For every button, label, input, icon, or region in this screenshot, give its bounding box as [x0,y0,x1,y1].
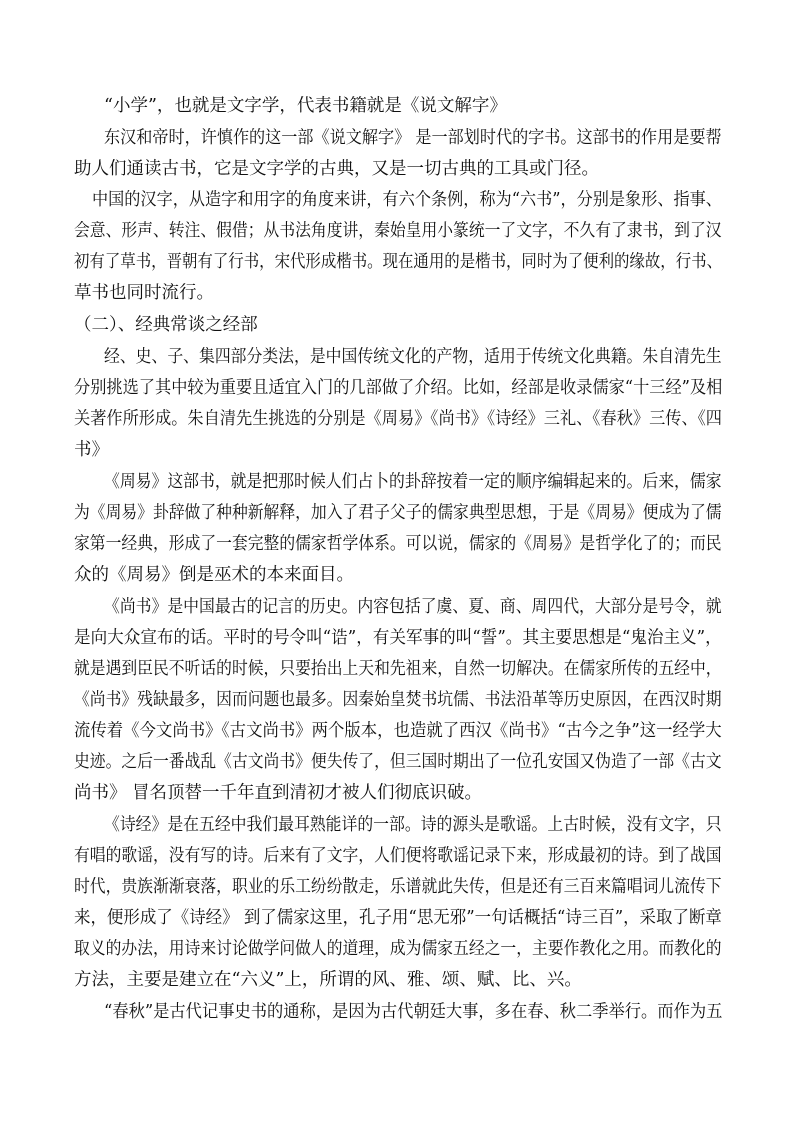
text-line: 方法，主要是建立在“六义”上，所谓的风、雅、颂、赋、比、兴。 [74,970,582,990]
text-line: 史迹。之后一番战乱《古文尚书》便失传了，但三国时期出了一位孔安国又伪造了一部《古文 [74,752,722,772]
text-line: 取义的办法，用诗来讨论做学问做人的道理，成为儒家五经之一，主要作教化之用。而教化的 [74,939,722,959]
text-line: 尚书》 冒名顶替一千年直到清初才被人们彻底识破。 [74,783,483,803]
text-line: 是向大众宣布的话。平时的号令叫“诰”，有关军事的叫“誓”。其主要思想是“鬼治主义”， [74,628,722,648]
text-line: 有唱的歌谣，没有写的诗。后来有了文字，人们便将歌谣记录下来，形成最初的诗。到了战国 [74,846,722,866]
text-line: 助人们通读古书，它是文字学的古典，又是一切古典的工具或门径。 [74,159,599,179]
text-line: 来，便形成了《诗经》 到了儒家这里，孔子用“思无邪”一句话概括“诗三百”，采取了断章 [74,908,722,928]
text-line: 初有了草书，晋朝有了行书，宋代形成楷书。现在通用的是楷书，同时为了便利的缘故，行书、 [74,252,722,272]
text-line: 就是遇到臣民不听话的时候，只要抬出上天和先祖来，自然一切解决。在儒家所传的五经中， [74,659,722,679]
text-line: 《周易》这部书，就是把那时候人们占卜的卦辞按着一定的顺序编辑起来的。后来，儒家 [104,472,722,492]
text-line: 分别挑选了其中较为重要且适宜入门的几部做了介绍。比如，经部是收录儒家“十三经”及相 [74,378,723,398]
text-line: 家第一经典，形成了一套完整的儒家哲学体系。可以说，儒家的《周易》是哲学化了的；而民 [74,534,722,554]
section-heading: （二）、经典常谈之经部 [74,315,258,335]
text-line: 经、史、子、集四部分类法，是中国传统文化的产物，适用于传统文化典籍。朱自清先生 [104,347,722,367]
text-line: 《尚书》是中国最古的记言的历史。内容包括了虞、夏、商、周四代，大部分是号令，就 [104,597,722,617]
text-line: 东汉和帝时，许慎作的这一部《说文解字》 是一部划时代的字书。这部书的作用是要帮 [104,128,722,148]
text-line: 众的《周易》倒是巫术的本来面目。 [74,565,354,585]
text-line: “春秋”是古代记事史书的通称，是因为古代朝廷大事，多在春、秋二季举行。而作为五 [104,1002,723,1022]
text-line: 关著作所形成。朱自清先生挑选的分别是《周易》《尚书》《诗经》三礼、《春秋》三传、《四 [74,409,722,429]
text-line: 草书也同时流行。 [74,283,214,303]
text-line: 时代，贵族渐渐衰落，职业的乐工纷纷散走，乐谱就此失传，但是还有三百来篇唱词儿流传下 [74,877,722,897]
text-line: 会意、形声、转注、假借；从书法角度讲，秦始皇用小篆统一了文字，不久有了隶书，到了汉 [74,221,722,241]
text-line: 书》 [74,440,109,460]
text-line: 中国的汉字，从造字和用字的角度来讲，有六个条例，称为“六书”，分别是象形、指事、 [92,190,722,210]
text-line: 流传着《今文尚书》《古文尚书》两个版本，也造就了西汉《尚书》“古今之争”这一经学大 [74,721,722,741]
text-line: “小学”，也就是文字学，代表书籍就是《说文解字》 [104,96,507,116]
text-line: 《诗经》是在五经中我们最耳熟能详的一部。诗的源头是歌谣。上古时候，没有文字，只 [104,815,722,835]
text-line: 《尚书》残缺最多，因而问题也最多。因秦始皇焚书坑儒、书法沿革等历史原因，在西汉时期 [74,690,722,710]
text-line: 为《周易》卦辞做了种种新解释，加入了君子父子的儒家典型思想，于是《周易》便成为了儒 [74,503,722,523]
